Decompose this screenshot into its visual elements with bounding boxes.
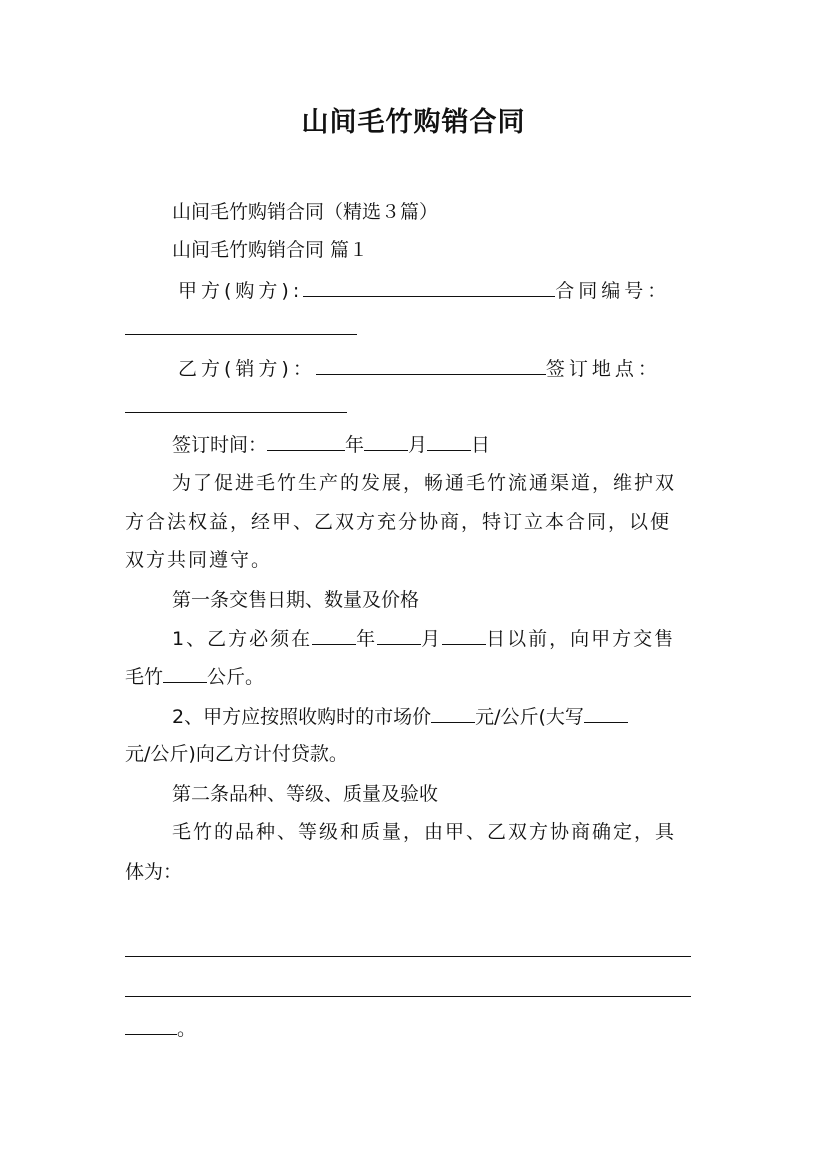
spec-blank-line-2 <box>125 976 691 1005</box>
article-1-item-1-text-d: 公斤。 <box>207 666 265 688</box>
party-a-line <box>178 276 670 305</box>
sign-place-blank <box>125 392 347 413</box>
article-2-text-1: 毛竹的品种、等级和质量，由甲、乙双方协商确定，具 <box>172 821 677 843</box>
sign-time-line <box>172 430 490 459</box>
article-1-item-2 <box>172 702 628 731</box>
deliver-year-blank <box>312 624 356 645</box>
party-b-label: 乙方(销方)： <box>178 358 316 380</box>
article-1-item-1 <box>172 624 675 653</box>
spec-blank-line-1 <box>125 936 691 965</box>
deliver-month-label: 月 <box>421 628 443 650</box>
article-2-text-2: 体为： <box>125 861 183 883</box>
document-title: 山间毛竹购销合同 <box>301 107 526 138</box>
subtitle: 山间毛竹购销合同（精选３篇） <box>172 201 439 223</box>
spec-blank-1 <box>125 936 691 957</box>
deliver-year-label: 年 <box>356 628 378 650</box>
spec-blank-2 <box>125 976 691 997</box>
deliver-day-blank <box>442 624 486 645</box>
contract-no-label: 合同编号： <box>555 280 671 302</box>
year-label: 年 <box>345 434 365 456</box>
month-label: 月 <box>408 434 428 456</box>
year-blank <box>267 430 345 451</box>
article-1-item-1-cont <box>125 662 264 691</box>
spec-blank-line-3 <box>125 1014 196 1043</box>
intro-line-1: 为了促进毛竹生产的发展，畅通毛竹流通渠道，维护双 <box>172 472 677 494</box>
article-2-title: 第二条品种、等级、质量及验收 <box>172 783 439 805</box>
article-1-item-1-text-c: 毛竹 <box>125 666 164 688</box>
month-blank <box>364 430 408 451</box>
price-blank <box>431 702 475 723</box>
party-a-blank <box>303 276 555 297</box>
sign-place-line <box>125 392 347 421</box>
article-1-item-2-text-b: 元/公斤(大写 <box>475 706 584 728</box>
party-a-label: 甲方(购方): <box>178 280 304 302</box>
sign-time-label: 签订时间： <box>172 434 268 456</box>
party-b-blank <box>316 354 546 375</box>
intro-line-3: 双方共同遵守。 <box>125 549 273 571</box>
intro-line-2: 方合法权益，经甲、乙双方充分协商，特订立本合同，以便 <box>125 511 672 533</box>
article-1-title: 第一条交售日期、数量及价格 <box>172 589 420 611</box>
section-heading: 山间毛竹购销合同 篇１ <box>172 239 369 261</box>
end-mark: 。 <box>177 1018 197 1040</box>
day-label: 日 <box>471 434 491 456</box>
article-1-item-1-text-a: 1、乙方必须在 <box>172 628 313 650</box>
day-blank <box>427 430 471 451</box>
article-1-item-2-text-a: 2、甲方应按照收购时的市场价 <box>172 706 432 728</box>
article-1-item-1-text-b: 日以前，向甲方交售 <box>486 628 676 650</box>
party-b-line <box>178 354 661 383</box>
spec-blank-3 <box>125 1014 177 1035</box>
price-capital-blank <box>584 702 628 723</box>
sign-place-label: 签订地点： <box>545 358 661 380</box>
contract-no-line <box>125 314 357 343</box>
article-1-item-2-cont: 元/公斤)向乙方计付贷款。 <box>125 743 348 765</box>
quantity-blank <box>163 662 207 683</box>
contract-no-blank <box>125 314 357 335</box>
deliver-month-blank <box>377 624 421 645</box>
